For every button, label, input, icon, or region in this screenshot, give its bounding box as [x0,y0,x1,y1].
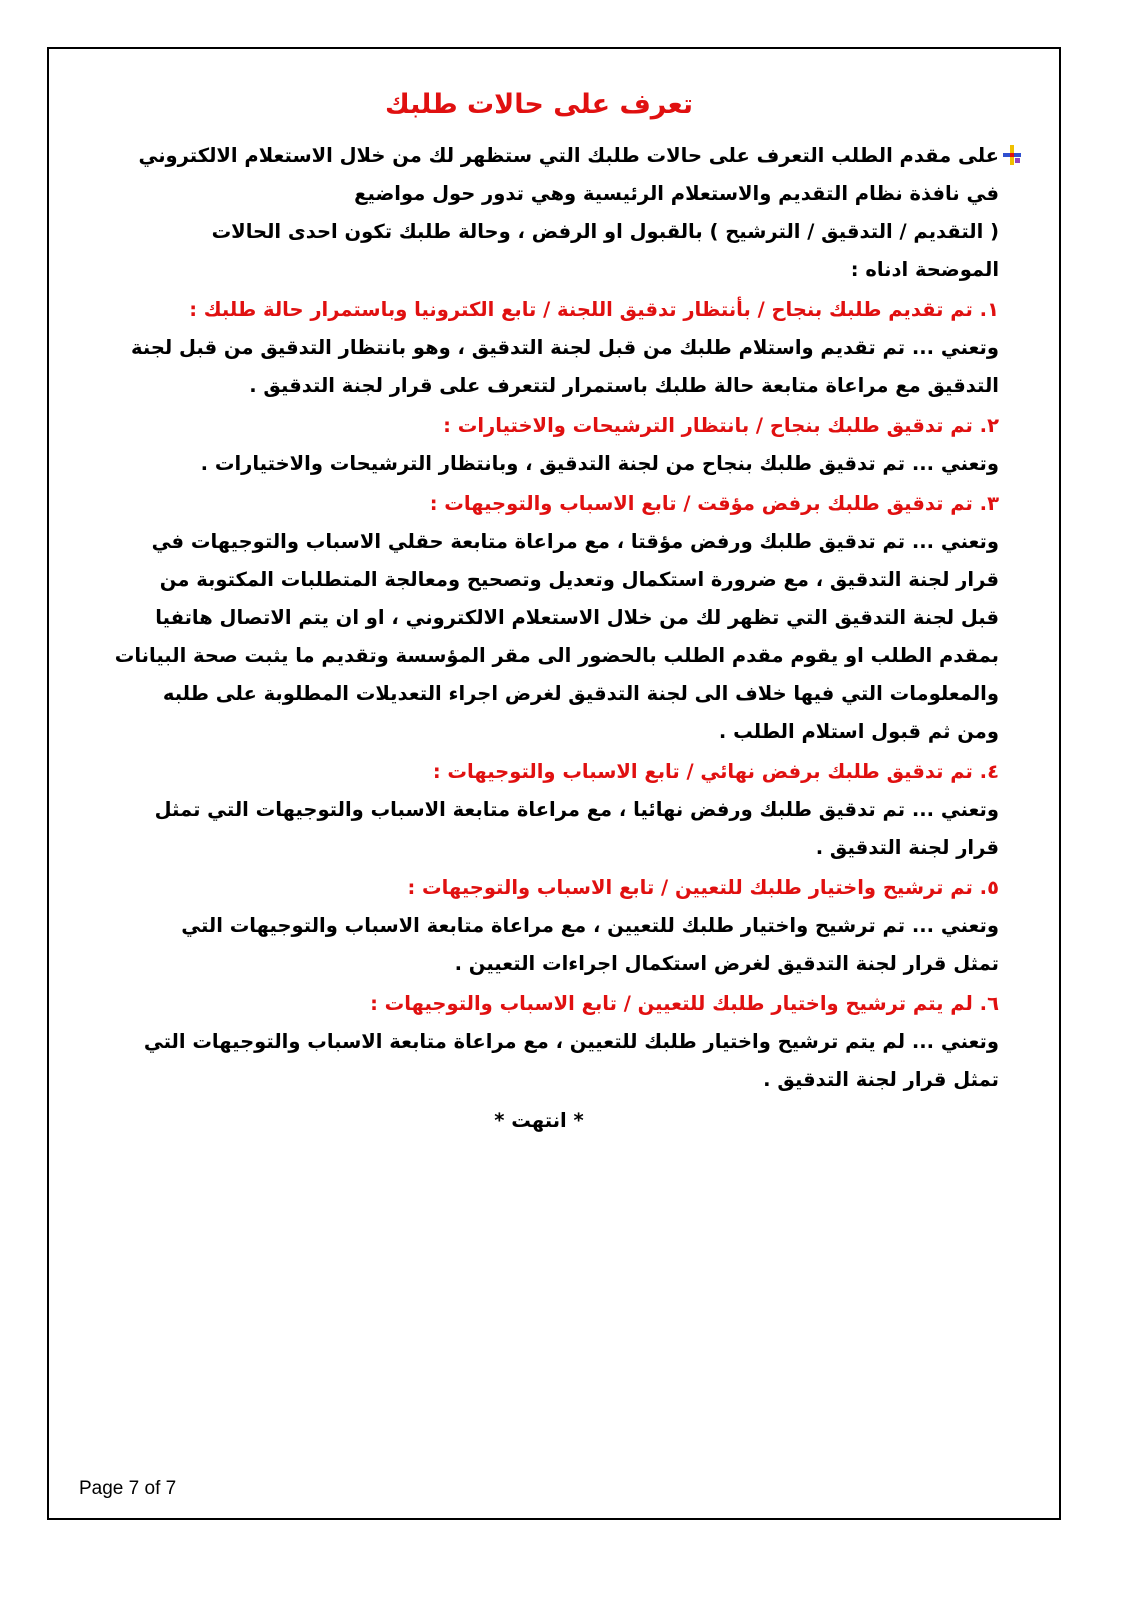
section-body-line: تمثل قرار لجنة التدقيق لغرض استكمال اجراءات التعيين . [454,952,999,975]
section-heading [79,291,999,329]
section-body-line: وتعني ... تم تدقيق طلبك بنجاح من لجنة التدقيق ، وبانتظار الترشيحات والاختيارات . [200,452,999,475]
page-title: تعرف على حالات طلبك [385,89,693,120]
section-body-line: قبل لجنة التدقيق التي تظهر لك من خلال الاستعلام الالكتروني ، او ان يتم الاتصال هاتفيا [155,606,999,629]
intro-line: ( التقديم / التدقيق / الترشيح ) بالقبول او الرفض ، وحالة طلبك تكون احدى الحالات [211,220,999,243]
status-section [79,753,999,867]
status-section [79,291,999,405]
section-heading [79,485,999,523]
section-number: ٤. [979,760,999,783]
section-heading [79,985,999,1023]
section-heading-text: تم تقديم طلبك بنجاح / بأنتظار تدقيق اللجنة / تابع الكترونيا وباستمرار حالة طلبك : [189,298,973,321]
section-heading-text: تم تدقيق طلبك بنجاح / بانتظار الترشيحات والاختيارات : [443,414,973,437]
section-body-line: وتعني ... لم يتم ترشيح واختيار طلبك للتعيين ، مع مراعاة متابعة الاسباب والتوجيهات التي [143,1030,999,1053]
section-heading-text: تم ترشيح واختيار طلبك للتعيين / تابع الاسباب والتوجيهات : [407,876,973,899]
intro-line: على مقدم الطلب التعرف على حالات طلبك التي ستظهر لك من خلال الاستعلام الالكتروني [138,144,999,167]
section-number: ٢. [979,414,999,437]
section-body-line: وتعني ... تم تدقيق طلبك ورفض مؤقتا ، مع مراعاة متابعة حقلي الاسباب والتوجيهات في [151,530,999,553]
section-body-line: تمثل قرار لجنة التدقيق . [763,1068,999,1091]
status-section [79,985,999,1099]
intro-line: في نافذة نظام التقديم والاستعلام الرئيسية وهي تدور حول مواضيع [354,182,999,205]
intro-line: الموضحة ادناه : [850,258,999,281]
status-section [79,485,999,751]
bullet-icon [1003,145,1021,165]
section-heading [79,407,999,445]
section-body-line: وتعني ... تم ترشيح واختيار طلبك للتعيين ، مع مراعاة متابعة الاسباب والتوجيهات التي [181,914,999,937]
document-content [79,79,999,1141]
page-number: Page 7 of 7 [79,1478,177,1499]
section-number: ٥. [979,876,999,899]
section-body-line: ومن ثم قبول استلام الطلب . [718,720,999,743]
section-number: ٣. [979,492,999,515]
section-body-line: بمقدم الطلب او يقوم مقدم الطلب بالحضور الى مقر المؤسسة وتقديم ما يثبت صحة البيانات [114,644,999,667]
section-heading [79,869,999,907]
section-heading [79,753,999,791]
section-body-line: وتعني ... تم تقديم واستلام طلبك من قبل لجنة التدقيق ، وهو بانتظار التدقيق من قبل لجنة [131,336,999,359]
section-number: ٦. [979,992,999,1015]
section-body-line: وتعني ... تم تدقيق طلبك ورفض نهائيا ، مع مراعاة متابعة الاسباب والتوجيهات التي تمثل [154,798,999,821]
section-body-line: التدقيق مع مراعاة متابعة حالة طلبك باستمرار لتتعرف على قرار لجنة التدقيق . [249,374,999,397]
section-body-line: والمعلومات التي فيها خلاف الى لجنة التدقيق لغرض اجراء التعديلات المطلوبة على طلبه [162,682,999,705]
status-section [79,407,999,483]
end-marker: * انتهت * [494,1109,584,1132]
status-section [79,869,999,983]
section-number: ١. [979,298,999,321]
section-heading-text: تم تدقيق طلبك برفض نهائي / تابع الاسباب والتوجيهات : [432,760,973,783]
page-frame [47,47,1061,1520]
intro-paragraph [79,137,999,289]
section-heading-text: لم يتم ترشيح واختيار طلبك للتعيين / تابع الاسباب والتوجيهات : [370,992,973,1015]
sections-list [79,291,999,1099]
section-heading-text: تم تدقيق طلبك برفض مؤقت / تابع الاسباب والتوجيهات : [429,492,973,515]
section-body-line: قرار لجنة التدقيق . [815,836,999,859]
section-body-line: قرار لجنة التدقيق ، مع ضرورة استكمال وتعديل وتصحيح ومعالجة المتطلبات المكتوبة من [159,568,999,591]
